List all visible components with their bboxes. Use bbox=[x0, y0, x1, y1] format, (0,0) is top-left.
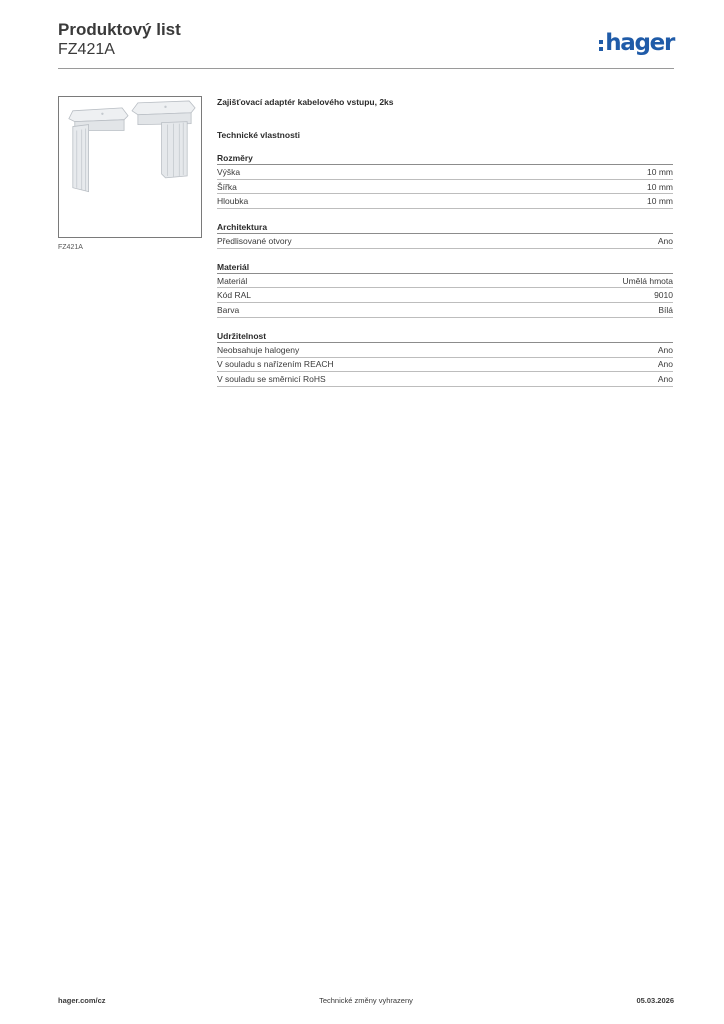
section-title: Architektura bbox=[217, 220, 673, 234]
spec-value: Bílá bbox=[658, 304, 673, 315]
product-code: FZ421A bbox=[58, 41, 115, 58]
product-name: Zajišťovací adaptér kabelového vstupu, 2ks bbox=[217, 97, 394, 107]
page-footer bbox=[58, 996, 674, 1010]
spec-label: Předlisované otvory bbox=[217, 235, 292, 246]
spec-label: Výška bbox=[217, 166, 241, 177]
spec-value: 10 mm bbox=[647, 181, 673, 192]
document-title: Produktový list bbox=[58, 20, 181, 39]
spec-row bbox=[217, 372, 673, 387]
section-title: Rozměry bbox=[217, 151, 673, 165]
spec-row bbox=[217, 180, 673, 195]
spec-value: 9010 bbox=[654, 290, 673, 301]
spec-label: Barva bbox=[217, 304, 240, 315]
spec-label: Materiál bbox=[217, 275, 248, 286]
spec-row bbox=[217, 358, 673, 373]
section-architecture bbox=[217, 220, 673, 249]
spec-value: 10 mm bbox=[647, 166, 673, 177]
spec-label: Šířka bbox=[217, 181, 237, 192]
section-sustainability bbox=[217, 329, 673, 387]
spec-value: 10 mm bbox=[647, 196, 673, 207]
technical-properties-title: Technické vlastnosti bbox=[217, 130, 300, 140]
footer-website: hager.com/cz bbox=[58, 996, 106, 1005]
section-title: Materiál bbox=[217, 260, 673, 274]
spec-label: Hloubka bbox=[217, 196, 249, 207]
spec-row bbox=[217, 288, 673, 303]
section-dimensions bbox=[217, 151, 673, 209]
spec-row bbox=[217, 194, 673, 209]
spec-row bbox=[217, 303, 673, 318]
footer-date: 05.03.2026 bbox=[636, 996, 674, 1005]
spec-value: Ano bbox=[657, 235, 673, 246]
section-title: Udržitelnost bbox=[217, 329, 673, 343]
spec-value: Ano bbox=[657, 374, 673, 385]
logo-text: hager bbox=[605, 30, 674, 56]
section-material bbox=[217, 260, 673, 318]
spec-label: Neobsahuje halogeny bbox=[217, 344, 300, 355]
spec-row bbox=[217, 165, 673, 180]
spec-row bbox=[217, 343, 673, 358]
spec-value: Ano bbox=[657, 344, 673, 355]
spec-content bbox=[217, 96, 673, 387]
header-divider bbox=[58, 68, 674, 69]
spec-row bbox=[217, 274, 673, 289]
spec-value: Umělá hmota bbox=[622, 275, 673, 286]
logo-dots-icon bbox=[599, 40, 603, 51]
adapter-illustration-icon bbox=[59, 97, 201, 237]
spec-label: V souladu s nařízením REACH bbox=[217, 359, 334, 370]
spec-label: Kód RAL bbox=[217, 290, 252, 301]
image-caption: FZ421A bbox=[58, 244, 83, 251]
spec-value: Ano bbox=[657, 359, 673, 370]
hager-logo bbox=[599, 30, 674, 56]
product-image bbox=[58, 96, 202, 238]
footer-notice: Technické změny vyhrazeny bbox=[319, 996, 413, 1005]
page-header bbox=[58, 20, 674, 68]
spec-row bbox=[217, 234, 673, 249]
spec-label: V souladu se směrnicí RoHS bbox=[217, 374, 326, 385]
